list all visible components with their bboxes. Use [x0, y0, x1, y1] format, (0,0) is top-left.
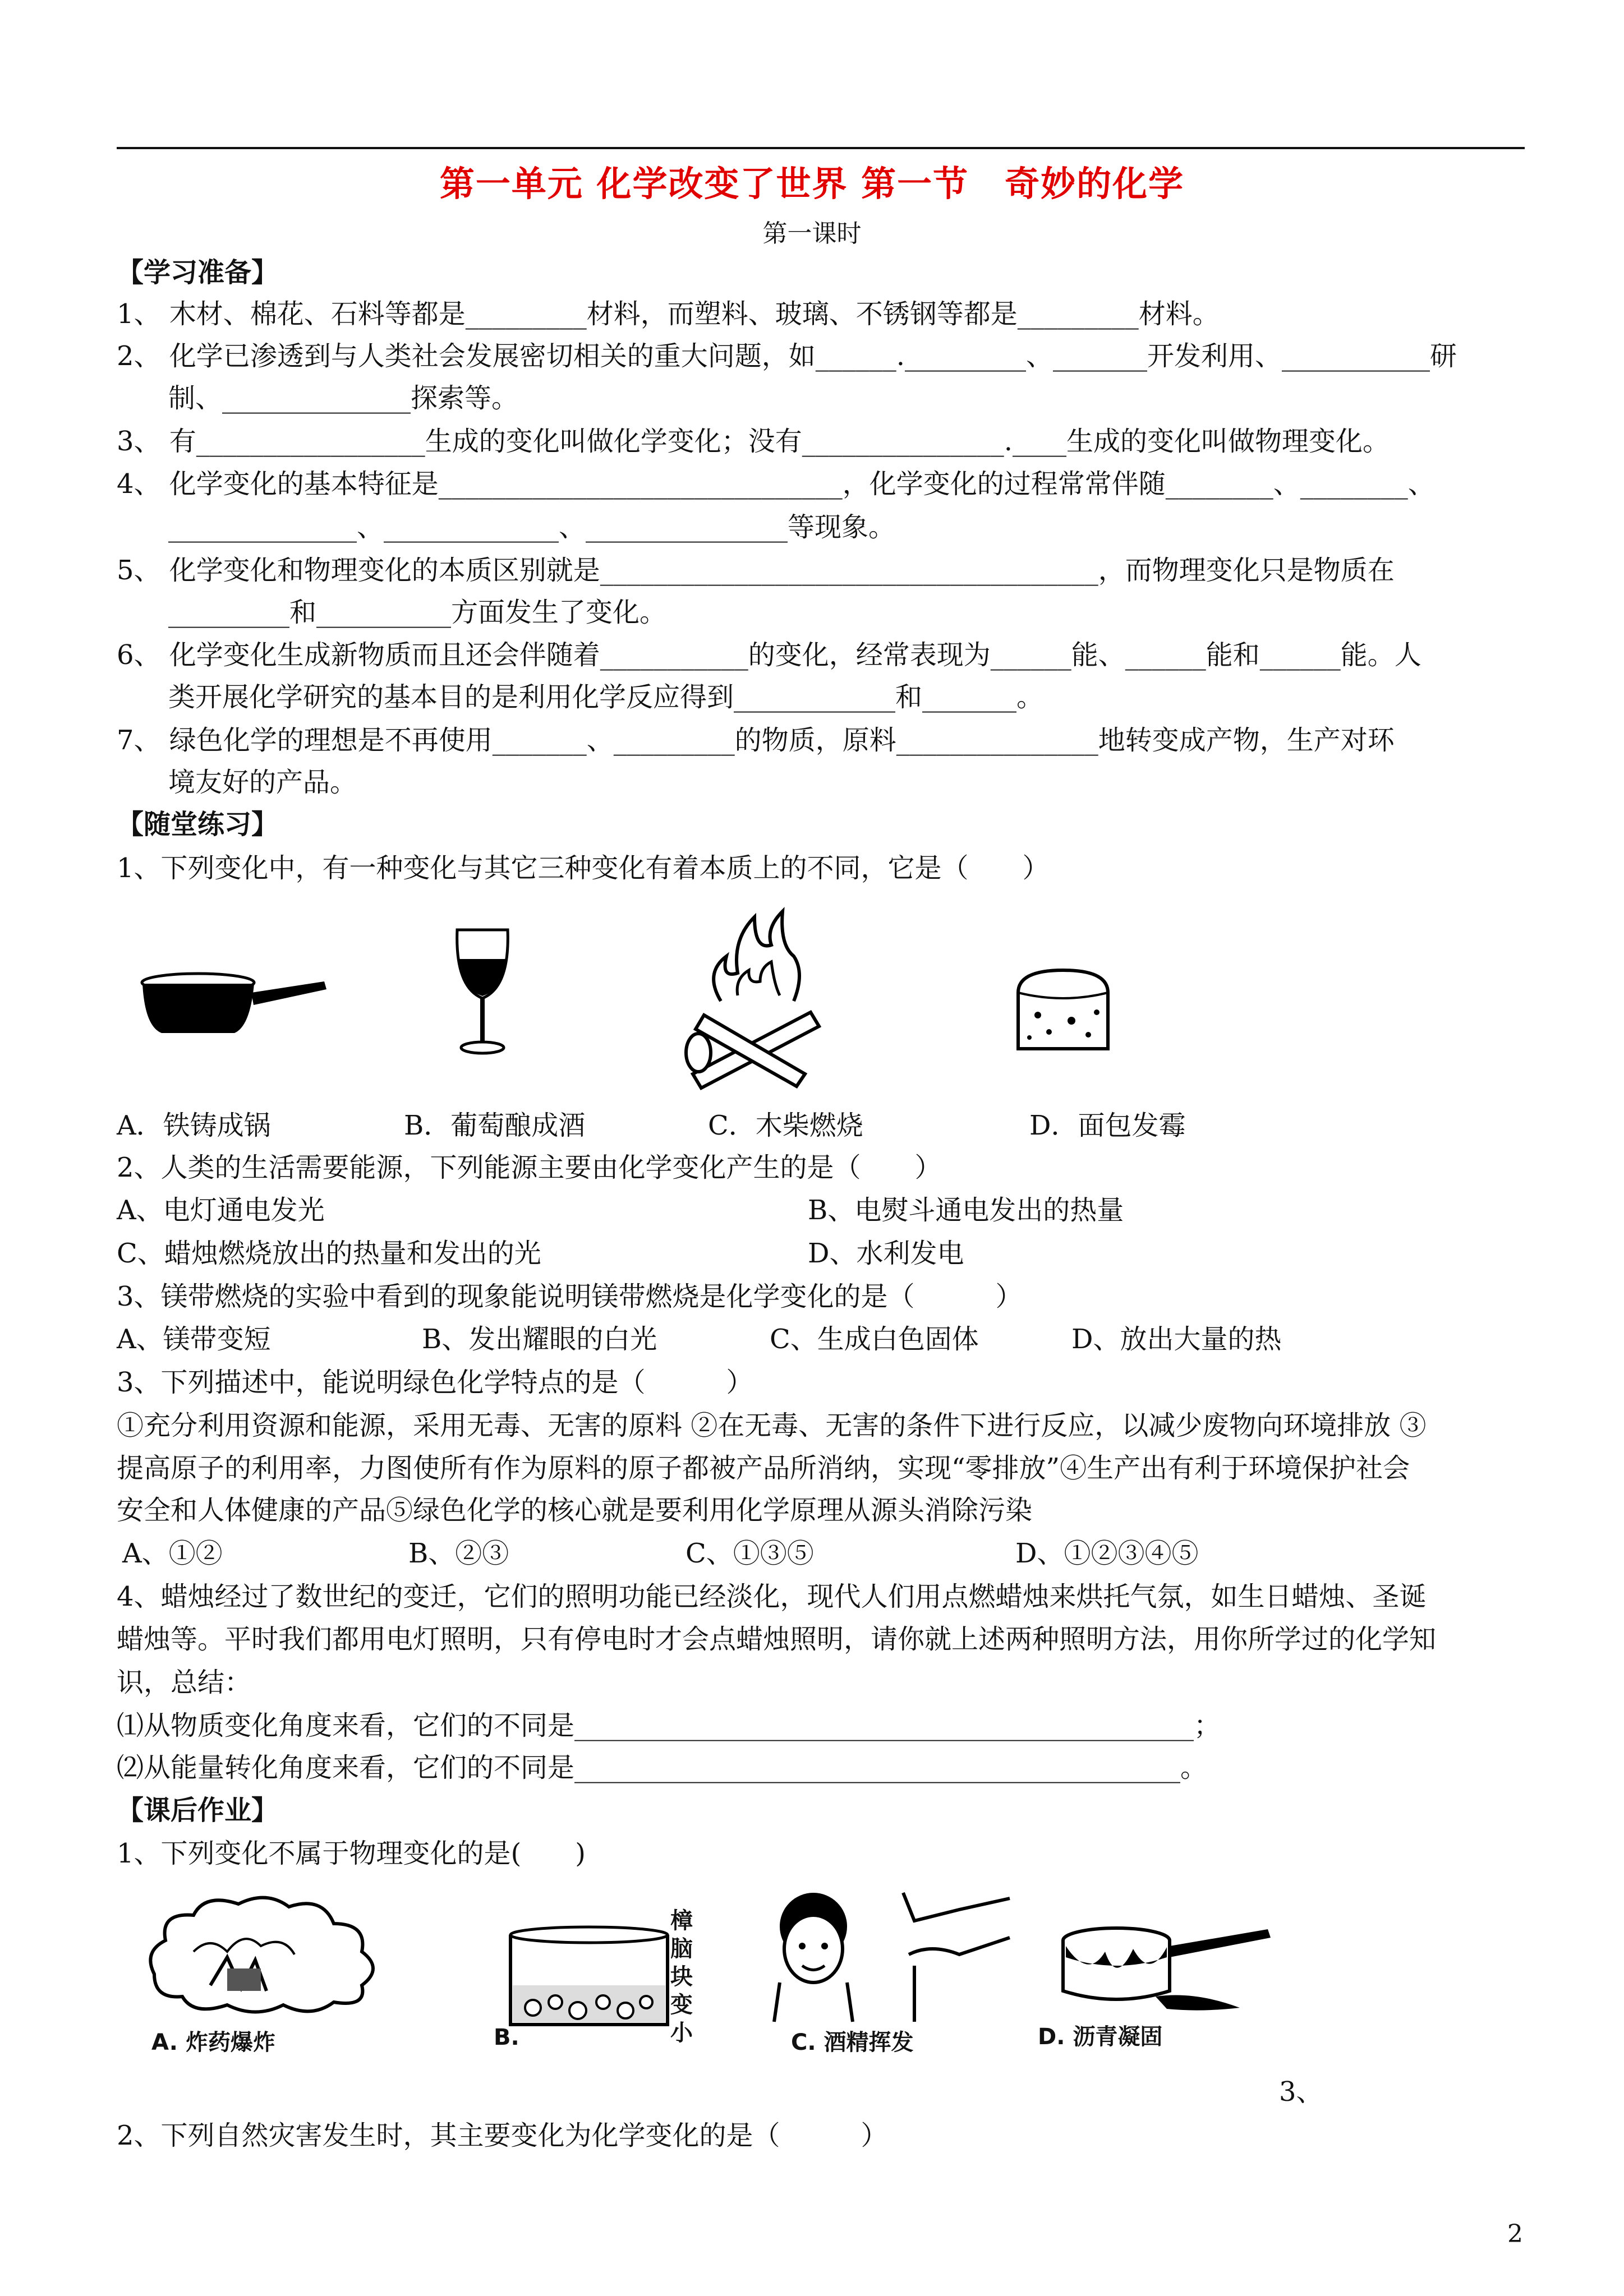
- homework-q2: 2、下列自然灾害发生时，其主要变化为化学变化的是（ ）: [117, 2120, 888, 2151]
- page-number: 2: [1507, 2220, 1523, 2248]
- q3a-option-b: B、发出耀眼的白光: [422, 1324, 657, 1355]
- q3b-statement-2: 提高原子的利用率，力图使所有作为原料的原子都被产品所消纳，实现“零排放”④生产出有利于环境保护社会: [117, 1453, 1410, 1484]
- figure-caption-b-side: 樟脑块变小: [670, 1908, 693, 2046]
- prep-item-7: 7、 绿色化学的理想是不再使用_______、_________的物质，原料_______________地转变成产物，生产对环: [117, 725, 1395, 756]
- practice-q3a: 3、镁带燃烧的实验中看到的现象能说明镁带燃烧是化学变化的是（ ）: [117, 1281, 1023, 1312]
- practice-q4-cont1: 蜡烛等。平时我们都用电灯照明，只有停电时才会点蜡烛照明，请你就上述两种照明方法，用你所学过的化学知: [117, 1624, 1437, 1655]
- burning-wood-illustration: [682, 906, 827, 1091]
- prep-item-4: 4、 化学变化的基本特征是______________________________，化学变化的过程常常伴随________、________、: [117, 468, 1435, 500]
- q3a-option-c: C、生成白色固体: [770, 1324, 979, 1355]
- section-heading-practice: 【随堂练习】: [117, 809, 279, 840]
- q2-option-c: C、蜡烛燃烧放出的热量和发出的光: [117, 1238, 541, 1269]
- prep-item-2-cont: 制、______________探索等。: [168, 382, 519, 414]
- figure-caption-a: A. 炸药爆炸: [151, 2030, 275, 2055]
- prep-item-4-cont: ______________、_____________、_______________等现象。: [168, 511, 896, 543]
- practice-q4-cont2: 识，总结：: [117, 1667, 252, 1698]
- figure-caption-b: B.: [494, 2025, 519, 2050]
- alcohol-evaporation-illustration: [746, 1887, 1027, 2027]
- explosion-illustration: [143, 1890, 390, 2019]
- q3b-option-c: C、①③⑤: [686, 1538, 814, 1569]
- q4-part-2: ⑵从能量转化角度来看，它们的不同是_____________________________________________。: [117, 1752, 1208, 1783]
- prep-item-2: 2、 化学已渗透到与人类社会发展密切相关的重大问题，如______._________、_______开发利用、___________研: [117, 340, 1457, 372]
- prep-item-7-cont: 境友好的产品。: [168, 767, 357, 798]
- lesson-subtitle: 第一课时: [762, 219, 862, 248]
- q4-part-1: ⑴从物质变化角度来看，它们的不同是______________________________________________；: [117, 1710, 1221, 1741]
- page-title: 第一单元 化学改变了世界 第一节 奇妙的化学: [439, 163, 1185, 204]
- moldy-bread-illustration: [1010, 965, 1116, 1060]
- prep-item-6-cont: 类开展化学研究的基本目的是利用化学反应得到____________和_______。: [168, 681, 1044, 713]
- practice-q1: 1、下列变化中，有一种变化与其它三种变化有着本质上的不同，它是（ ）: [117, 852, 1050, 884]
- q2-option-d: D、水利发电: [808, 1238, 964, 1269]
- q3b-option-b: B、②③: [408, 1538, 509, 1569]
- q1-option-d: D．面包发霉: [1029, 1110, 1186, 1141]
- q1-option-c: C．木柴燃烧: [708, 1110, 863, 1141]
- q2-option-a: A、电灯通电发光: [117, 1195, 325, 1226]
- q3b-option-d: D、①②③④⑤: [1015, 1538, 1199, 1569]
- q3b-statement-3: 安全和人体健康的产品⑤绿色化学的核心就是要利用化学原理从源头消除污染: [117, 1495, 1033, 1526]
- prep-item-5-cont: _________和__________方面发生了变化。: [168, 597, 667, 628]
- q3a-option-a: A、镁带变短: [117, 1324, 271, 1355]
- q3b-option-a: A、①②: [122, 1538, 223, 1569]
- q2-option-b: B、电熨斗通电发出的热量: [808, 1195, 1124, 1226]
- q1-option-b: B．葡萄酿成酒: [404, 1110, 586, 1141]
- homework-q1: 1、下列变化不属于物理变化的是( ): [117, 1838, 586, 1869]
- practice-q3b: 3、下列描述中，能说明绿色化学特点的是（ ）: [117, 1367, 753, 1398]
- prep-item-5: 5、 化学变化和物理变化的本质区别就是_____________________________________，而物理变化只是物质在: [117, 555, 1395, 586]
- figure-caption-d: D. 沥青凝固: [1038, 2024, 1163, 2050]
- section-heading-prep: 【学习准备】: [117, 257, 279, 288]
- figure-caption-c: C. 酒精挥发: [791, 2030, 914, 2055]
- homework-q3-number: 3、: [1279, 2076, 1323, 2108]
- camphor-beaker-illustration: [499, 1918, 684, 2036]
- asphalt-pot-illustration: [1055, 1912, 1279, 2013]
- q3a-option-d: D、放出大量的热: [1071, 1324, 1282, 1355]
- practice-q2: 2、人类的生活需要能源，下列能源主要由化学变化产生的是（ ）: [117, 1152, 942, 1183]
- header-rule: [117, 147, 1525, 149]
- prep-item-3: 3、 有_________________生成的变化叫做化学变化；没有_______________.____生成的变化叫做物理变化。: [117, 426, 1390, 457]
- prep-item-6: 6、 化学变化生成新物质而且还会伴随着___________的变化，经常表现为______能、______能和______能。人: [117, 639, 1421, 671]
- q3b-statement-1: ①充分利用资源和能源，采用无毒、无害的原料 ②在无毒、无害的条件下进行反应，以减少废物向环境排放 ③: [117, 1410, 1427, 1441]
- section-heading-homework: 【课后作业】: [117, 1795, 279, 1826]
- prep-item-1: 1、 木材、棉花、石料等都是_________材料，而塑料、玻璃、不锈钢等都是_________材料。: [117, 298, 1220, 330]
- pan-illustration: [139, 970, 330, 1043]
- practice-q4: 4、蜡烛经过了数世纪的变迁，它们的照明功能已经淡化，现代人们用点燃蜡烛来烘托气氛，如生日蜡烛、圣诞: [117, 1581, 1427, 1612]
- q1-option-a: A．铁铸成锅: [117, 1110, 271, 1141]
- wine-glass-illustration: [452, 925, 513, 1060]
